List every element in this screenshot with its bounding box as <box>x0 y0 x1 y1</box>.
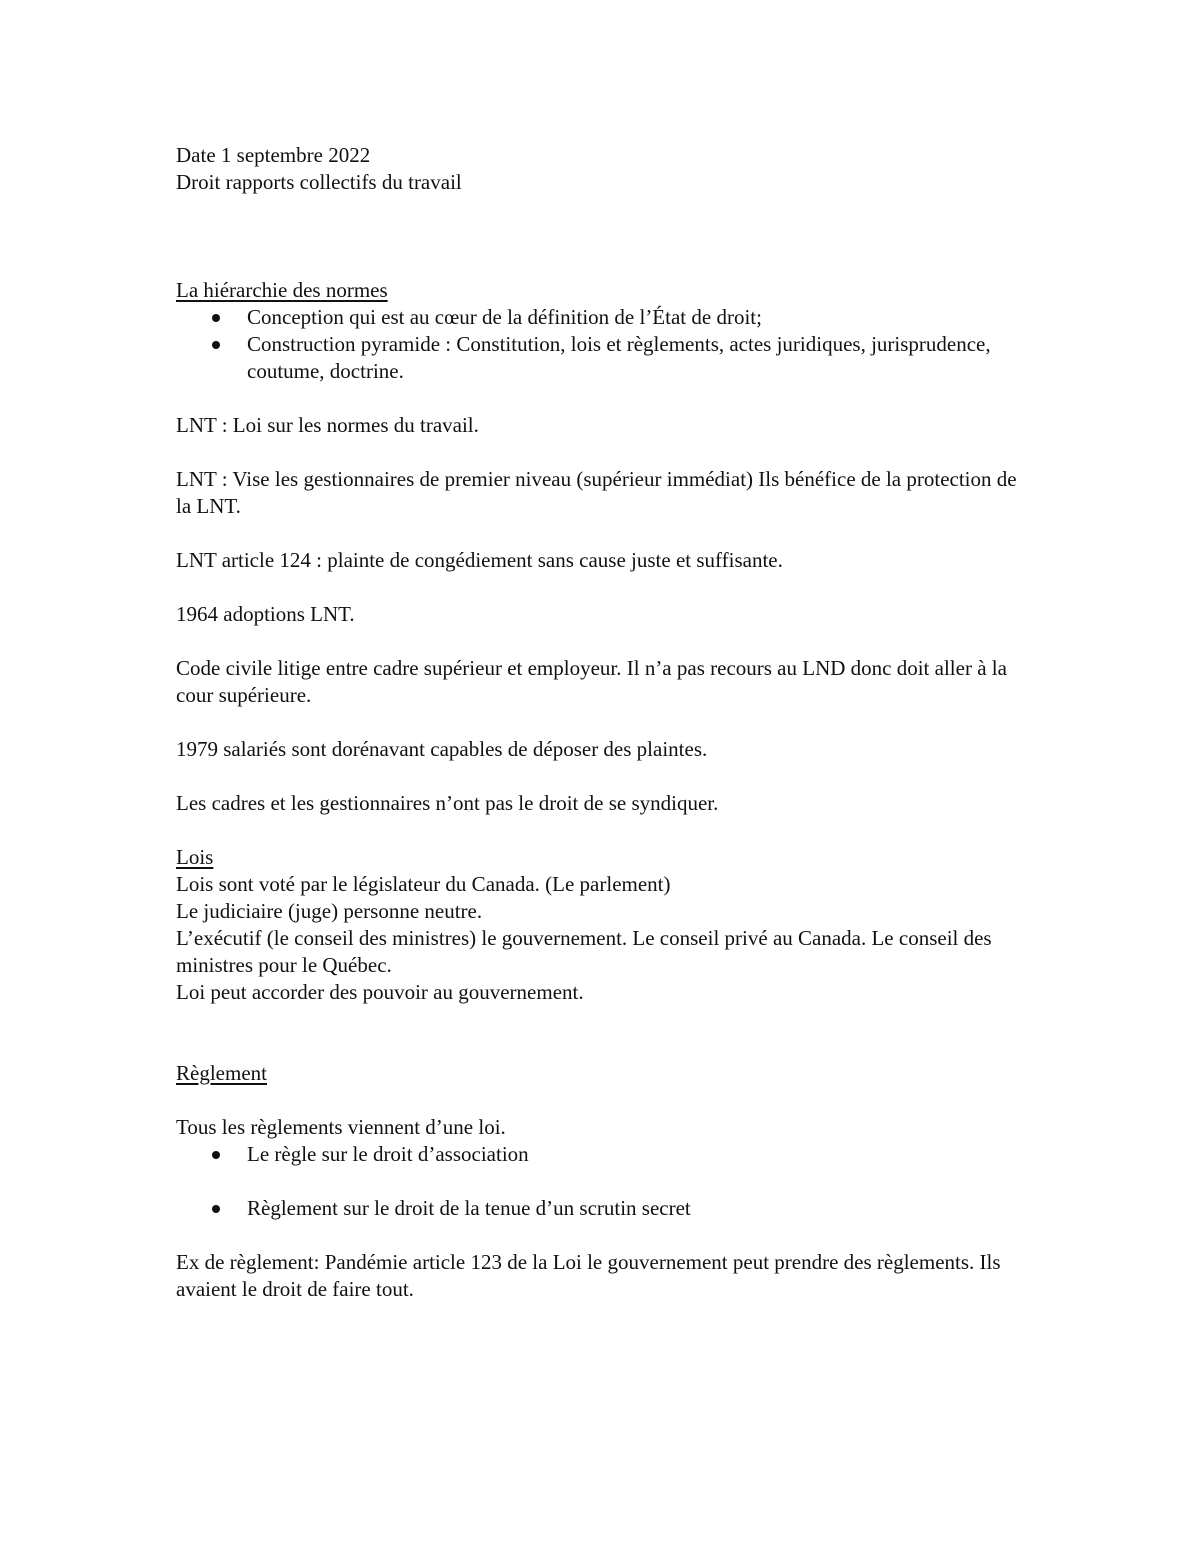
paragraph: LNT article 124 : plainte de congédiement sans cause juste et suffisante. <box>176 548 783 572</box>
list-item <box>176 1141 1036 1168</box>
bullet-icon <box>212 341 220 349</box>
paragraph: 1964 adoptions LNT. <box>176 602 355 626</box>
list-item <box>176 331 1036 385</box>
bullet-text: Le règle sur le droit d’association <box>247 1142 529 1166</box>
hierarchy-bullet-list <box>176 304 1036 385</box>
bullet-text: Construction pyramide : Constitution, lois et règlements, actes juridiques, jurisprudence, coutume, doctrine. <box>247 332 991 383</box>
list-item <box>176 304 1036 331</box>
bullet-icon <box>212 1205 220 1213</box>
heading-lois: Lois <box>176 845 214 869</box>
paragraph: Le judiciaire (juge) personne neutre. <box>176 899 483 923</box>
heading-hierarchie: La hiérarchie des normes <box>176 278 388 302</box>
heading-reglement: Règlement <box>176 1061 267 1085</box>
bullet-text: Conception qui est au cœur de la définition de l’État de droit; <box>247 305 762 329</box>
paragraph: L’exécutif (le conseil des ministres) le gouvernement. Le conseil privé au Canada. Le conseil des ministres pour le Québec. <box>176 926 992 977</box>
document-body <box>176 142 1036 1303</box>
paragraph: Loi peut accorder des pouvoir au gouvernement. <box>176 980 584 1004</box>
paragraph: Code civile litige entre cadre supérieur et employeur. Il n’a pas recours au LND donc doit aller à la cour supérieure. <box>176 656 1007 707</box>
date-line: Date 1 septembre 2022 <box>176 143 371 167</box>
course-title: Droit rapports collectifs du travail <box>176 170 462 194</box>
paragraph: 1979 salariés sont dorénavant capables de déposer des plaintes. <box>176 737 708 761</box>
list-item <box>176 1195 1036 1222</box>
reglement-bullet-list <box>176 1141 1036 1222</box>
paragraph: LNT : Vise les gestionnaires de premier niveau (supérieur immédiat) Ils bénéfice de la protection de la LNT. <box>176 467 1017 518</box>
bullet-icon <box>212 314 220 322</box>
paragraph: LNT : Loi sur les normes du travail. <box>176 413 479 437</box>
paragraph: Lois sont voté par le législateur du Canada. (Le parlement) <box>176 872 671 896</box>
paragraph: Les cadres et les gestionnaires n’ont pas le droit de se syndiquer. <box>176 791 719 815</box>
bullet-text: Règlement sur le droit de la tenue d’un scrutin secret <box>247 1196 691 1220</box>
paragraph: Tous les règlements viennent d’une loi. <box>176 1115 506 1139</box>
bullet-icon <box>212 1151 220 1159</box>
paragraph: Ex de règlement: Pandémie article 123 de la Loi le gouvernement peut prendre des règlements. Ils avaient le droit de faire tout. <box>176 1250 1001 1301</box>
